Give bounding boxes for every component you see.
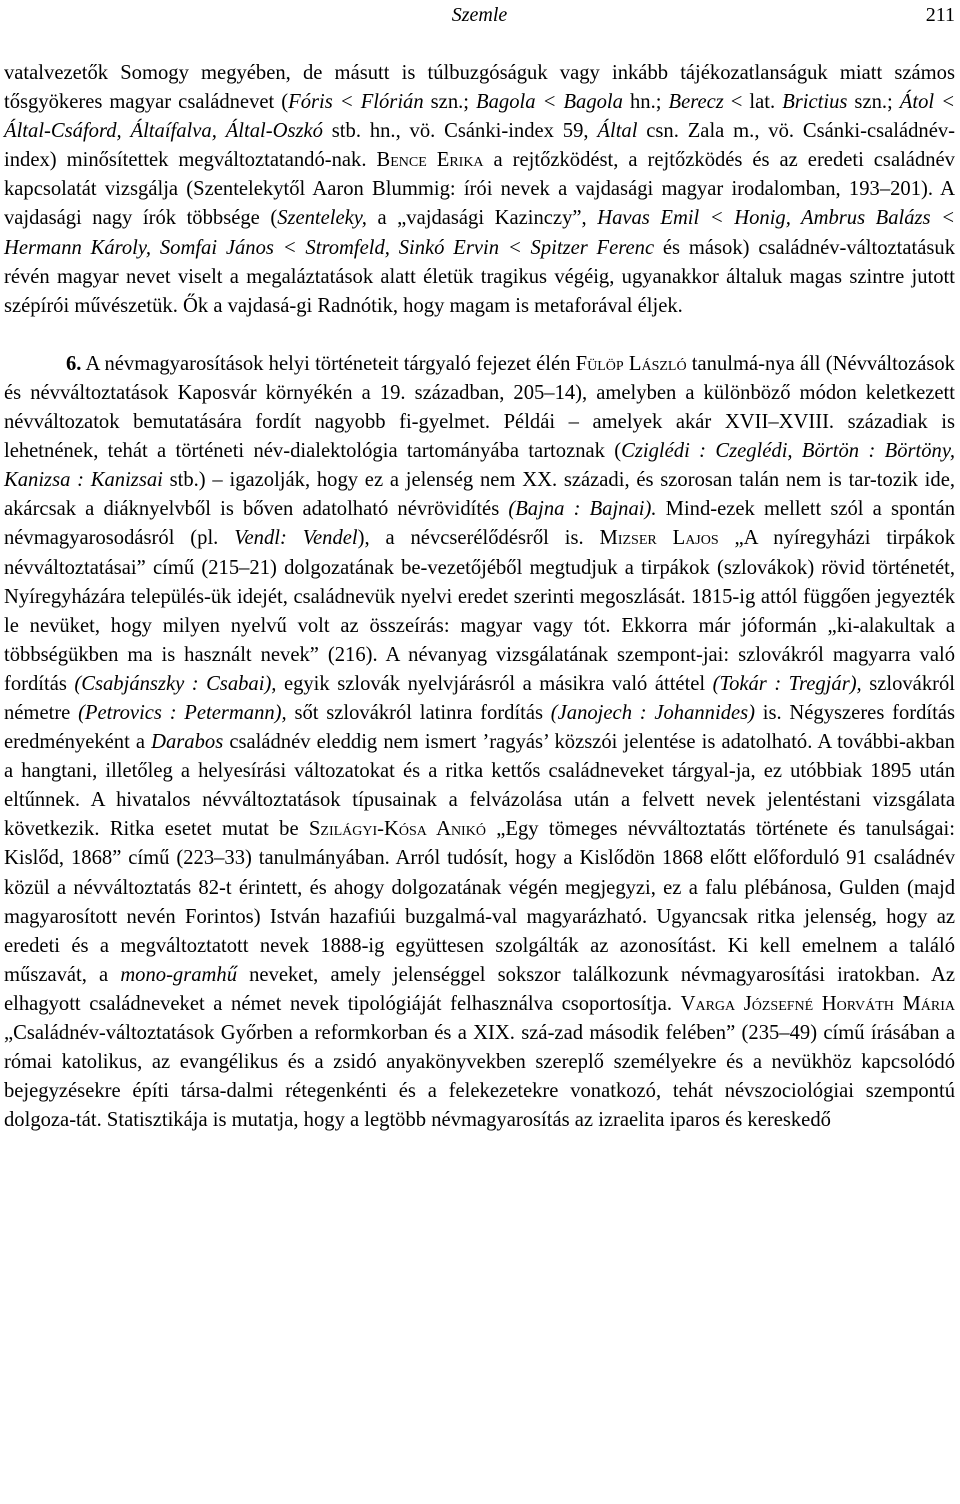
small-caps-name: Fülöp László: [575, 352, 687, 375]
italic-run: Cziglédi : Czeglédi, Börtön : Börtöny, Kanizsa : Kanizsai: [4, 440, 956, 492]
text-run: „Egy tömeges névváltoztatás története és tanulságai: Kislőd, 1868” című (223–33) tanulmányában. Arról tudósít, hogy a Kislődön 1868 előtt előforduló 91 családnév közül a névváltoztatás 82-t érintett, és ahogy dolgozatának végén megjegyzi, ez a falu plébánosa, Gulden (majd magyarosított nevén Forintos) István hazafiúi buzgalmá-val magyarázható. Ugyancsak ritka jelenség, hogy az eredeti és a megváltoztatott nevek 1888-ig együttesen szolgálták az azonosítást. Ki kell emelnem a találó műszavát, a: [4, 818, 955, 986]
text-run: a „vajdasági Kazinczy”,: [366, 207, 598, 230]
text-run: < lat.: [723, 91, 783, 114]
paragraph-section-6: [4, 350, 955, 1136]
text-run: „A nyíregyházi tirpákok névváltoztatásai” című (215–21) dolgozatának be-vezetőjéből megtudjuk a tirpákok (szlovákok) rövid történetét, Nyíregyházára település-ük idejét, családnevük nyelvi eredet szerinti megoszlását. 1815-ig attól függően jegyezték le nevüket, hogy milyen nyelvű volt az összeírás: magyar vagy tót. Ekkorra már jóformán „ki-alakultak a többségükben ma is használt nevek” (216). A névanyag vizsgálatának szempont-jai: szlovákról magyarra való fordítás: [4, 527, 956, 695]
text-run: A névmagyarosítások helyi történeteit tárgyaló fejezet élén: [81, 352, 576, 375]
paragraph-1: [4, 59, 955, 321]
italic-run: (Janojech : Johannides): [550, 701, 756, 724]
small-caps-name: Varga Józsefné Horváth Mária: [680, 992, 955, 1015]
italic-run: Szenteleky,: [277, 207, 367, 230]
running-head: [4, 0, 955, 30]
text-run: hn.;: [622, 91, 669, 114]
italic-run: (Csabjánszky : Csabai),: [74, 672, 277, 695]
text-run: Mind-ezek mellett szól a spontán névmagyarosodásról (pl.: [4, 498, 956, 550]
section-number: 6.: [66, 352, 82, 375]
text-run: stb. hn., vö. Csánki-index 59,: [322, 120, 598, 143]
italic-run: Vendl: Vendel: [234, 527, 358, 550]
text-run: tanulmá-nya áll (Névváltozások és névváltoztatások Kaposvár környékén a 19. században, 205–14), amelyben a különböző módon keletkezett névváltozatok bemutatására fordít nagyobb fi-gyelmet. Példái – amelyek akár XVII–XVIII. századiak is lehetnének, tehát a történeti név-dialektológia tartományába tartoznak (: [4, 352, 955, 463]
text-run: sőt szlovákról latinra fordítás: [286, 701, 551, 724]
italic-run: Brictius: [782, 91, 848, 114]
running-title: Szemle: [451, 4, 508, 26]
italic-run: Bagola < Bagola: [476, 91, 623, 114]
italic-run: Havas Emil < Honig, Ambrus Balázs < Hermann Károly, Somfai János < Stromfeld, Sinkó Ervin < Spitzer Ferenc: [4, 207, 955, 259]
italic-run: Átol < Által-Csáford, Áltaífalva, Által-Oszkó: [4, 91, 956, 143]
text-run: szn.;: [847, 91, 900, 114]
small-caps-name: Mizser Lajos: [599, 527, 719, 550]
text-run: vatalvezetők Somogy megyében, de másutt is túlbuzgóságuk vagy inkább tájékozatlanságuk miatt számos tősgyökeres magyar családnevet (: [4, 62, 955, 114]
text-run: a rejtőzködést, a rejtőzködés és az eredeti családnév kapcsolatát vizsgálja (Szentelekytől Aaron Blummig: írói nevek a vajdasági magyar irodalomban, 193–201). A vajdasági nagy írók többsége (: [4, 149, 955, 230]
text-run: neveket, amely jelenséggel sokszor találkozunk névmagyarosítási iratokban. Az elhagyott családneveket a német nevek tipológiáját felhasználva csoportosítja.: [4, 963, 956, 1015]
italic-run: Darabos: [151, 731, 224, 754]
text-run: szlovákról németre: [4, 672, 955, 724]
text-run: ), a névcserélődésről is.: [357, 527, 600, 550]
italic-run: Fóris < Flórián: [288, 91, 424, 114]
small-caps-name: Szilágyi-Kósa Anikó: [308, 818, 486, 841]
italic-run: Berecz: [668, 91, 724, 114]
italic-run: (Petrovics : Petermann),: [78, 701, 287, 724]
text-run: családnév eleddig nem ismert ’ragyás’ közszói jelentése is adatolható. A további-akban a hangtani, illetőleg a helyesírási változatokat és a ritka kettős családneveket tárgyal-ja, ez utóbbiak 1895 után eltűnnek. A hivatalos névváltoztatások típusainak a felvázolása után a felvett nevek jelentéstani vizsgálata következik. Ritka esetet mutat be: [4, 731, 955, 841]
text-run: szn.;: [423, 91, 477, 114]
page-number: 211: [925, 4, 955, 26]
document-page: [4, 0, 955, 1135]
text-run: egyik szlovák nyelvjárásról a másikra való áttétel: [276, 672, 713, 695]
italic-run: mono-gramhű: [120, 963, 238, 986]
text-run: és mások) családnév-változtatásuk révén magyar nevet viselt a megaláztatások alatt életük tragikus végéig, ugyanakkor általuk magas szintre jutott szépírói művészetük. Ők a vajdasá-gi Radnótik, hogy magam is metaforával éljek.: [4, 236, 956, 317]
small-caps-name: Bence Erika: [376, 149, 484, 172]
text-run: „Családnév-változtatások Győrben a reformkorban és a XIX. szá-zad második felében” (235–49) című írásában a római katolikus, az evangélikus és a zsidó anyakönyvekben szereplő személyekre és a nevükhöz kapcsolódó bejegyzésekre építi társa-dalmi rétegenkénti és a felekezetekre vonatkozó, tehát névszociológiai szempontú dolgoza-tát. Statisztikája is mutatja, hogy a legtöbb névmagyarosítás az izraelita iparos és kereskedő: [4, 1022, 955, 1132]
text-run: csn. Zala m., vö. Csánki-családnév-index) minősítettek megváltoztatandó-nak.: [4, 120, 956, 172]
text-run: is. Négyszeres fordítás eredményeként a: [4, 701, 955, 754]
body-text: [4, 59, 955, 1135]
text-run: stb.) – igazolják, hogy ez a jelenség nem XX. századi, és szorosan talán nem is tar-tozik ide, akárcsak a diáknyelvből is bőven adatolható névrövidítés: [4, 469, 955, 521]
italic-run: (Bajna : Bajnai).: [508, 498, 657, 521]
italic-run: Által: [597, 120, 638, 143]
italic-run: (Tokár : Tregjár),: [712, 672, 862, 695]
